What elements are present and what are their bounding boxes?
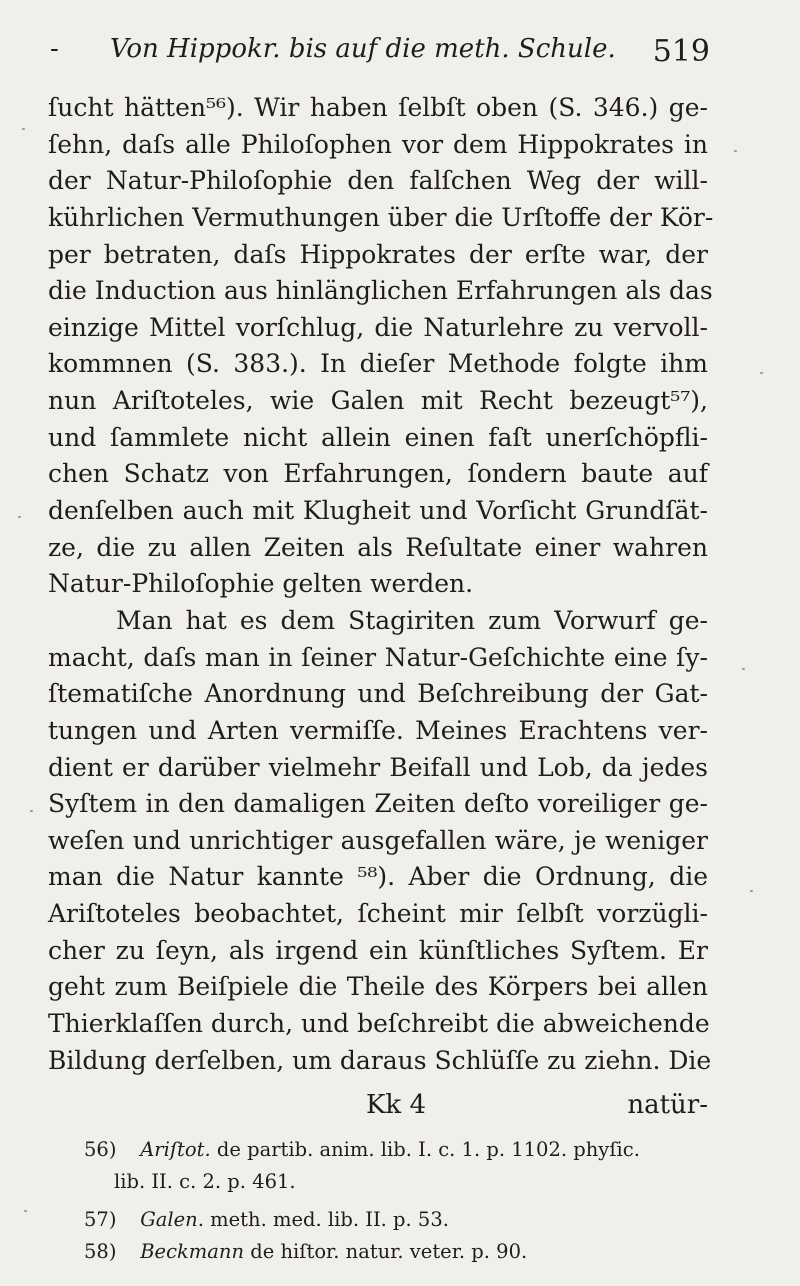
text-line: die Induction aus hinlänglichen Erfahrungen als das <box>48 276 713 306</box>
text-line: ſtematiſche Anordnung und Beſchreibung der Gat- <box>48 679 708 709</box>
text-line: ſehn, daſs alle Philoſophen vor dem Hippokrates in <box>48 129 708 159</box>
footnote-text: de partib. anim. lib. I. c. 1. p. 1102. phyſic. <box>216 1138 640 1161</box>
footnote-number: 57) <box>84 1208 117 1231</box>
footnote-text: meth. med. lib. II. p. 53. <box>210 1208 449 1231</box>
footnote-text: de hiſtor. natur. veter. p. 90. <box>250 1240 528 1263</box>
paper-speck <box>742 668 745 670</box>
text-line: tungen und Arten vermiſſe. Meines Erachtens ver- <box>48 715 708 745</box>
footnote <box>84 1134 724 1166</box>
text-line: ſucht hätten⁵⁶). Wir haben ſelbſt oben (S. 346.) ge- <box>48 93 708 122</box>
text-line: man die Natur kannte ⁵⁸). Aber die Ordnung, die <box>48 862 708 892</box>
text-line: nun Ariſtoteles, wie Galen mit Recht bezeugt⁵⁷), <box>48 386 708 416</box>
footnote <box>84 1204 724 1236</box>
text-line: Thierklaſſen durch, und beſchreibt die abweichende <box>48 1009 710 1039</box>
signature-line <box>48 1090 708 1130</box>
text-line: per betraten, daſs Hippokrates der erſte war, der <box>48 239 708 269</box>
text-line: einzige Mittel vorſchlug, die Naturlehre zu vervoll- <box>48 312 708 342</box>
text-line: ze, die zu allen Zeiten als Reſultate einer wahren <box>48 532 708 562</box>
body-text <box>48 90 714 1079</box>
paper-speck <box>18 516 21 518</box>
text-line: Bildung derſelben, um daraus Schlüſſe zu ziehn. Die <box>48 1045 712 1075</box>
text-line: Syſtem in den damaligen Zeiten deſto voreiliger ge- <box>48 789 708 819</box>
footnote-author: Beckmann <box>140 1240 245 1263</box>
footnotes <box>84 1134 724 1268</box>
text-line: Natur-Philoſophie gelten werden. <box>48 569 474 599</box>
text-line: weſen und unrichtiger ausgefallen wäre, je weniger <box>48 825 708 855</box>
paper-speck <box>22 128 25 130</box>
paragraph-first-line: Man hat es dem Stagiriten zum Vorwurf ge- <box>116 605 708 635</box>
signature-mark: Kk 4 <box>366 1090 426 1120</box>
paper-speck <box>760 372 763 374</box>
text-line: macht, daſs man in ſeiner Natur-Geſchichte eine ſy- <box>48 642 708 672</box>
text-line: der Natur-Philoſophie den falſchen Weg der will- <box>48 166 708 196</box>
paper-speck <box>734 150 737 152</box>
text-line: dient er darüber vielmehr Beifall und Lob, da jedes <box>48 752 708 782</box>
text-line: kührlichen Vermuthungen über die Urſtoffe der Kör- <box>48 202 714 232</box>
text-line: geht zum Beiſpiele die Theile des Körpers bei allen <box>48 972 708 1002</box>
text-line: denſelben auch mit Klugheit und Vorſicht Grundſät- <box>48 496 708 526</box>
paper-speck <box>24 1210 27 1212</box>
paper-speck <box>750 890 753 892</box>
running-title: Von Hippokr. bis auf die meth. Schule. <box>110 34 616 64</box>
text-line: cher zu ſeyn, als irgend ein künſtliches Syſtem. Er <box>48 935 708 965</box>
page-number: 519 <box>652 34 710 69</box>
paper-speck <box>30 810 33 812</box>
footnote-continuation: lib. II. c. 2. p. 461. <box>114 1170 296 1193</box>
footnote-number: 58) <box>84 1240 117 1263</box>
text-line: Ariſtoteles beobachtet, ſcheint mir ſelbſt vorzügli- <box>48 899 708 929</box>
footnote-author: Galen. <box>140 1208 204 1231</box>
catchword: natür- <box>627 1090 708 1120</box>
footnote-author: Ariſtot. <box>140 1138 211 1161</box>
text-line: kommnen (S. 383.). In dieſer Methode folgte ihm <box>48 349 708 379</box>
footnote <box>84 1236 724 1268</box>
footnote-number: 56) <box>84 1138 117 1161</box>
header-dash: - <box>50 34 59 64</box>
text-line: chen Schatz von Erfahrungen, ſondern baute auf <box>48 459 708 489</box>
text-line: und ſammlete nicht allein einen faſt unerſchöpfli- <box>48 422 708 452</box>
